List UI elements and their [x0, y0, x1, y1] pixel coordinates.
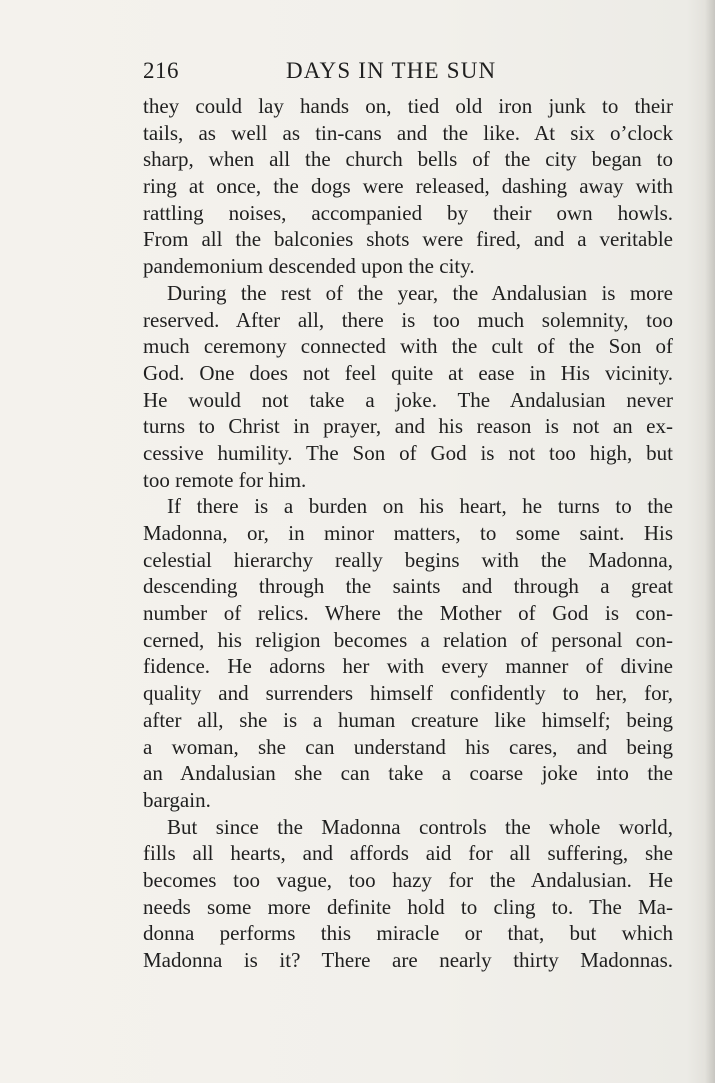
text-line: needs some more definite hold to cling to. The Ma- [143, 894, 673, 919]
text-line: He would not take a joke. The Andalusian never [143, 387, 673, 412]
text-line: sharp, when all the church bells of the city began to [143, 147, 673, 172]
body-text [143, 93, 673, 974]
text-line: becomes too vague, too hazy for the Andalusian. He [143, 867, 673, 892]
page-number: 216 [143, 58, 179, 83]
text-line: pandemonium descended upon the city. [143, 254, 475, 279]
page-header [143, 58, 673, 90]
text-line: descending through the saints and through a great [143, 574, 673, 599]
text-line: celestial hierarchy really begins with the Madonna, [143, 547, 673, 572]
text-line: cessive humility. The Son of God is not too high, but [143, 440, 673, 465]
text-line: But since the Madonna controls the whole world, [167, 814, 673, 839]
text-line: reserved. After all, there is too much solemnity, too [143, 307, 673, 332]
text-line: cerned, his religion becomes a relation of personal con- [143, 627, 673, 652]
text-line: If there is a burden on his heart, he turns to the [167, 494, 673, 519]
text-line: Madonna, or, in minor matters, to some saint. His [143, 521, 673, 545]
text-line: much ceremony connected with the cult of the Son of [143, 334, 673, 359]
text-line: From all the balconies shots were fired, and a veritable [143, 227, 673, 252]
text-line: rattling noises, accompanied by their own howls. [143, 200, 673, 225]
page-edge-shadow [705, 0, 715, 1083]
text-line: fills all hearts, and affords aid for all suffering, she [143, 841, 673, 866]
text-line: too remote for him. [143, 467, 307, 492]
text-line: God. One does not feel quite at ease in His vicinity. [143, 360, 673, 385]
text-line: a woman, she can understand his cares, and being [143, 734, 673, 759]
text-line: bargain. [143, 787, 211, 812]
text-line: ring at once, the dogs were released, dashing away with [143, 174, 673, 199]
text-line: after all, she is a human creature like himself; being [143, 707, 673, 732]
text-line: quality and surrenders himself confidently to her, for, [143, 681, 673, 706]
text-line: tails, as well as tin-cans and the like. At six o’clock [143, 120, 673, 145]
running-head: DAYS IN THE SUN [286, 58, 497, 83]
text-line: number of relics. Where the Mother of God is con- [143, 601, 673, 626]
text-line: Madonna is it? There are nearly thirty Madonnas. [143, 948, 673, 972]
text-line: During the rest of the year, the Andalusian is more [167, 280, 673, 305]
text-line: they could lay hands on, tied old iron junk to their [143, 94, 673, 118]
text-line: fidence. He adorns her with every manner of divine [143, 654, 673, 679]
text-line: turns to Christ in prayer, and his reason is not an ex- [143, 414, 673, 439]
text-line: an Andalusian she can take a coarse joke into the [143, 761, 673, 786]
text-line: donna performs this miracle or that, but which [143, 921, 673, 946]
